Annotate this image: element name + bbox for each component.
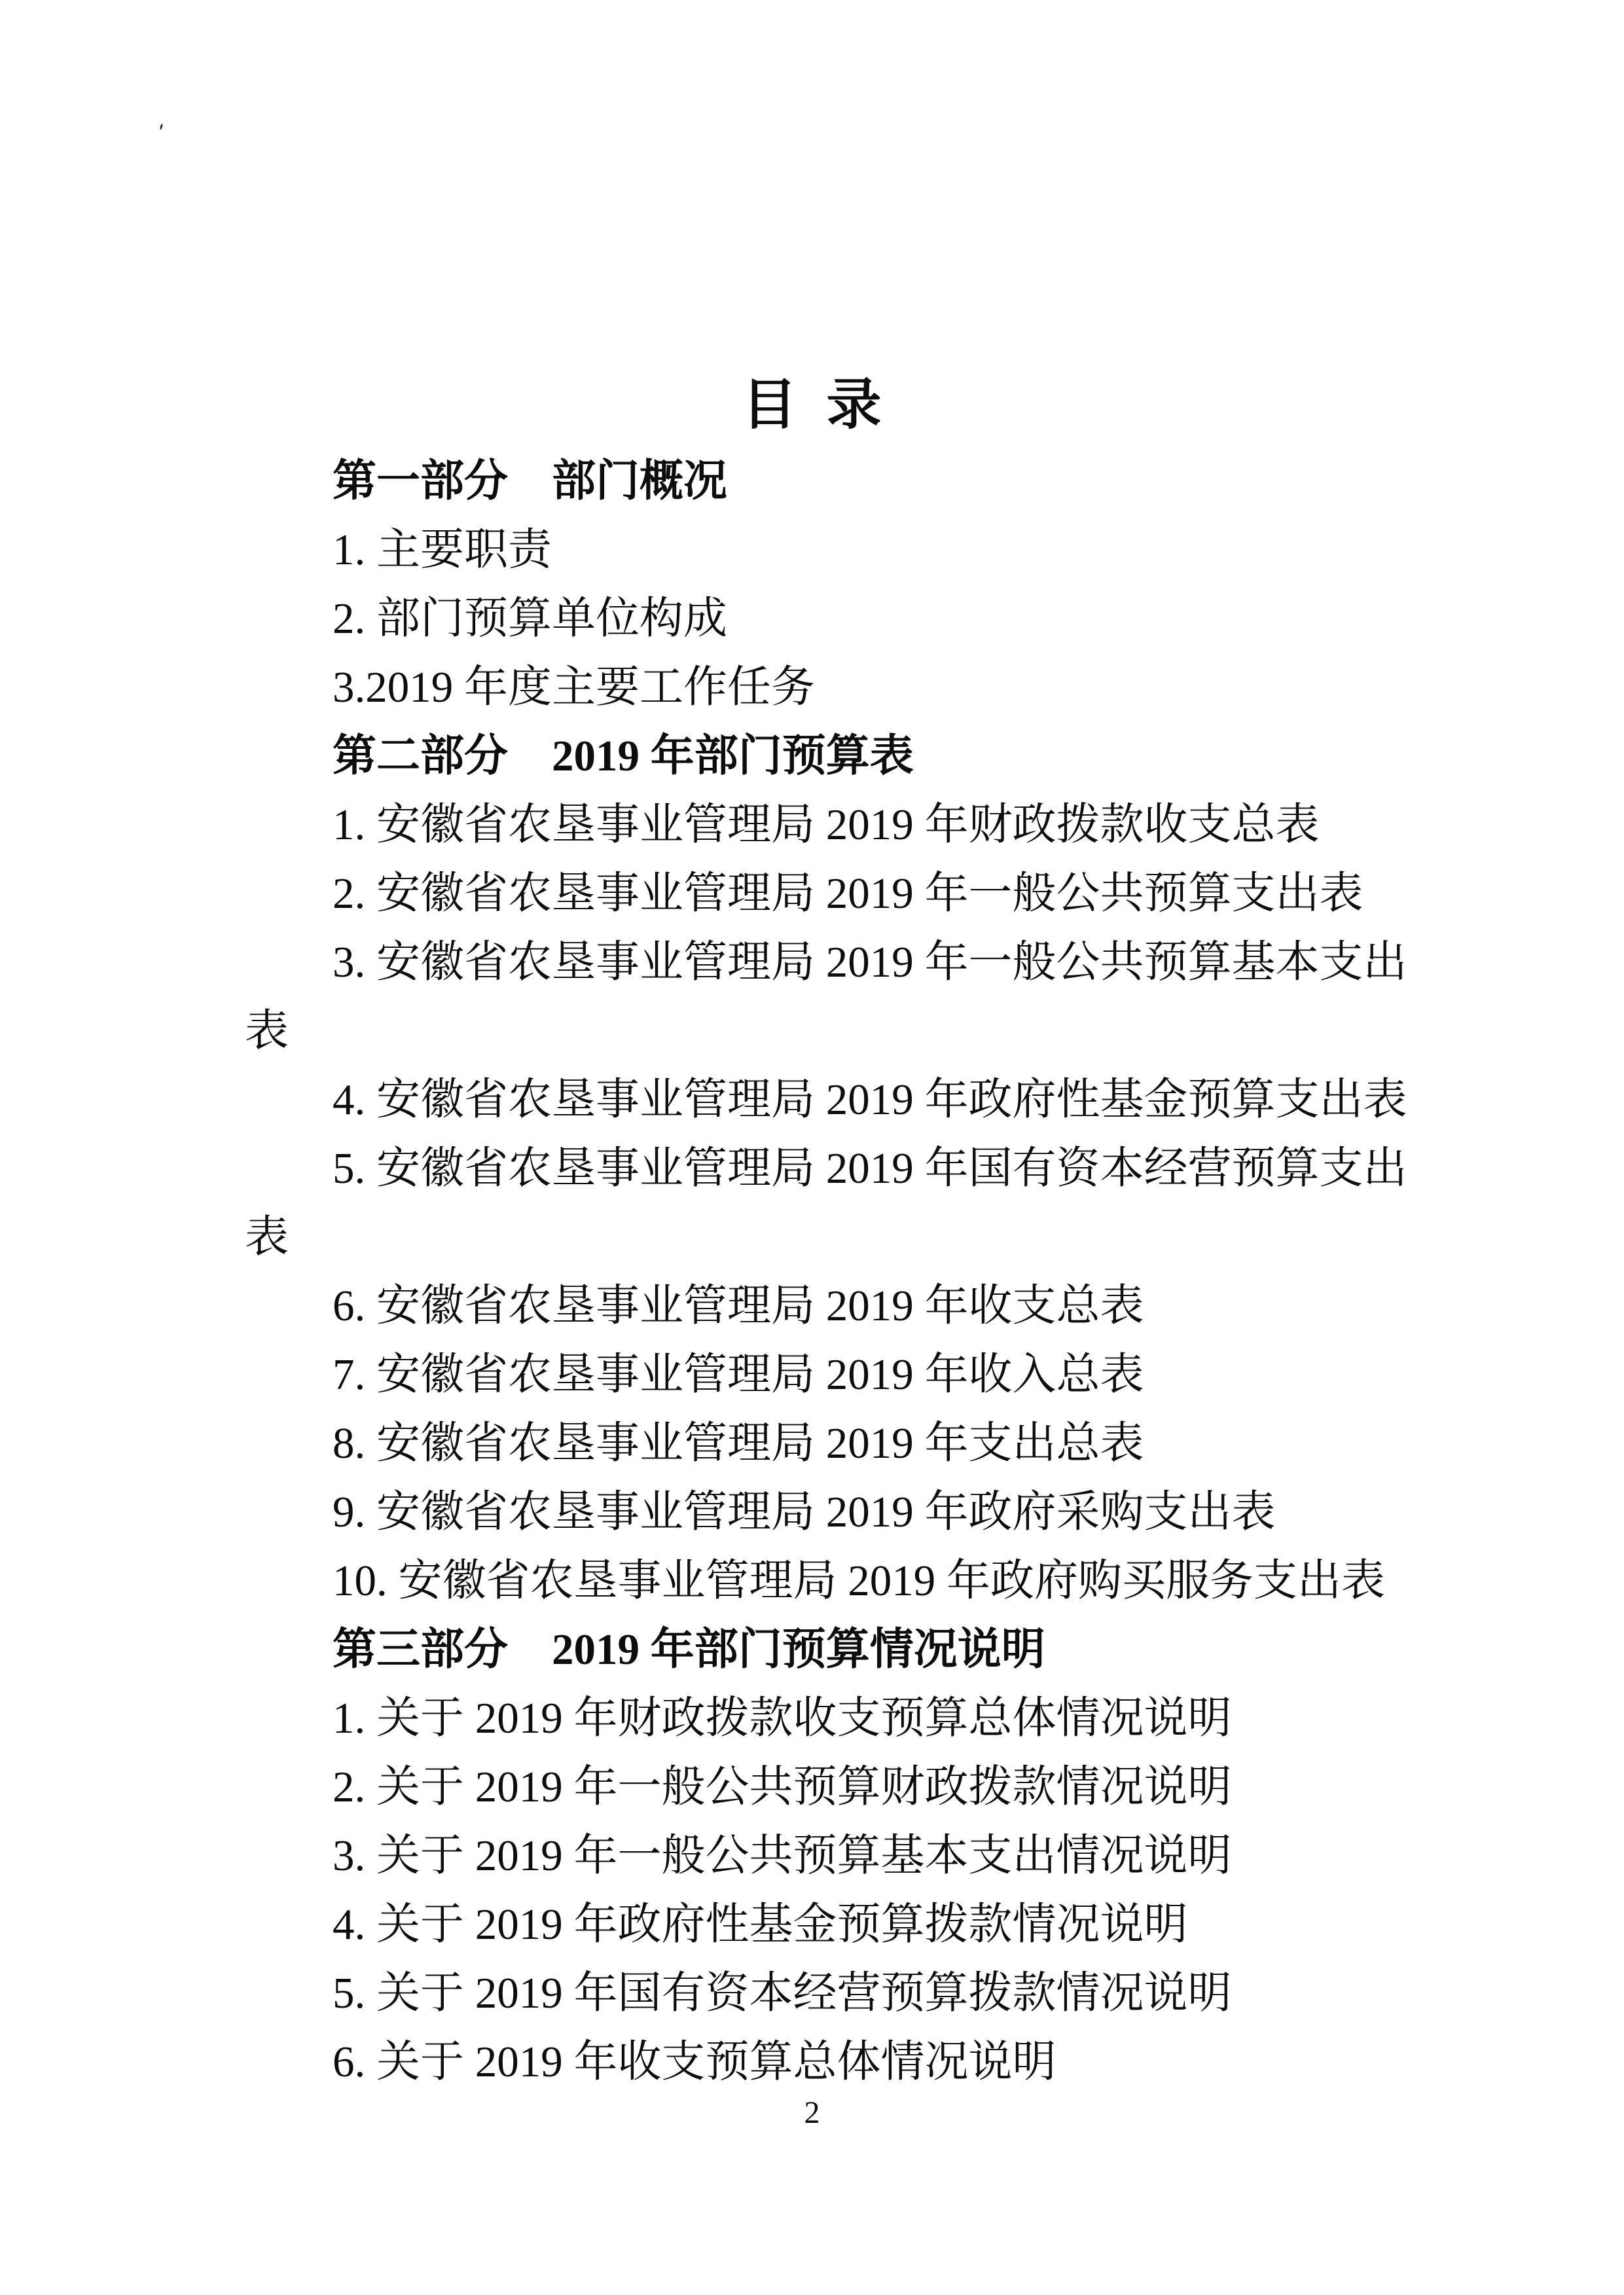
toc-list xyxy=(245,447,1416,2097)
toc-item: 3.2019 年度主要工作任务 xyxy=(333,663,815,712)
toc-section-heading: 第二部分 2019 年部门预算表 xyxy=(333,732,914,780)
toc-item-continuation: 表 xyxy=(245,1213,289,1261)
toc-item: 3. 关于 2019 年一般公共预算基本支出情况说明 xyxy=(333,1832,1232,1880)
toc-item: 9. 安徽省农垦事业管理局 2019 年政府采购支出表 xyxy=(333,1488,1276,1536)
toc-item: 1. 主要职责 xyxy=(333,526,552,574)
toc-item-continuation: 表 xyxy=(245,1007,289,1055)
toc-item: 8. 安徽省农垦事业管理局 2019 年支出总表 xyxy=(333,1419,1144,1468)
toc-item: 5. 关于 2019 年国有资本经营预算拨款情况说明 xyxy=(333,1969,1232,2017)
toc-item: 2. 关于 2019 年一般公共预算财政拨款情况说明 xyxy=(333,1763,1232,1811)
toc-item: 7. 安徽省农垦事业管理局 2019 年收入总表 xyxy=(333,1350,1144,1399)
scan-speck-artifact xyxy=(160,124,163,130)
toc-item: 4. 安徽省农垦事业管理局 2019 年政府性基金预算支出表 xyxy=(333,1075,1407,1124)
toc-item: 2. 安徽省农垦事业管理局 2019 年一般公共预算支出表 xyxy=(333,869,1363,918)
toc-item: 1. 关于 2019 年财政拨款收支预算总体情况说明 xyxy=(333,1694,1232,1743)
toc-item: 6. 安徽省农垦事业管理局 2019 年收支总表 xyxy=(333,1282,1144,1330)
toc-item: 6. 关于 2019 年收支预算总体情况说明 xyxy=(333,2038,1056,2086)
toc-section-heading: 第一部分 部门概况 xyxy=(333,457,727,505)
toc-item: 4. 关于 2019 年政府性基金预算拨款情况说明 xyxy=(333,1900,1188,1949)
page-number: 2 xyxy=(804,2095,820,2130)
toc-item: 3. 安徽省农垦事业管理局 2019 年一般公共预算基本支出 xyxy=(333,938,1407,986)
toc-item: 10. 安徽省农垦事业管理局 2019 年政府购买服务支出表 xyxy=(333,1557,1385,1605)
toc-item: 1. 安徽省农垦事业管理局 2019 年财政拨款收支总表 xyxy=(333,801,1320,849)
page-title: 目 录 xyxy=(742,375,882,436)
toc-item: 5. 安徽省农垦事业管理局 2019 年国有资本经营预算支出 xyxy=(333,1144,1407,1193)
toc-item: 2. 部门预算单位构成 xyxy=(333,594,727,643)
toc-section-heading: 第三部分 2019 年部门预算情况说明 xyxy=(333,1625,1045,1674)
